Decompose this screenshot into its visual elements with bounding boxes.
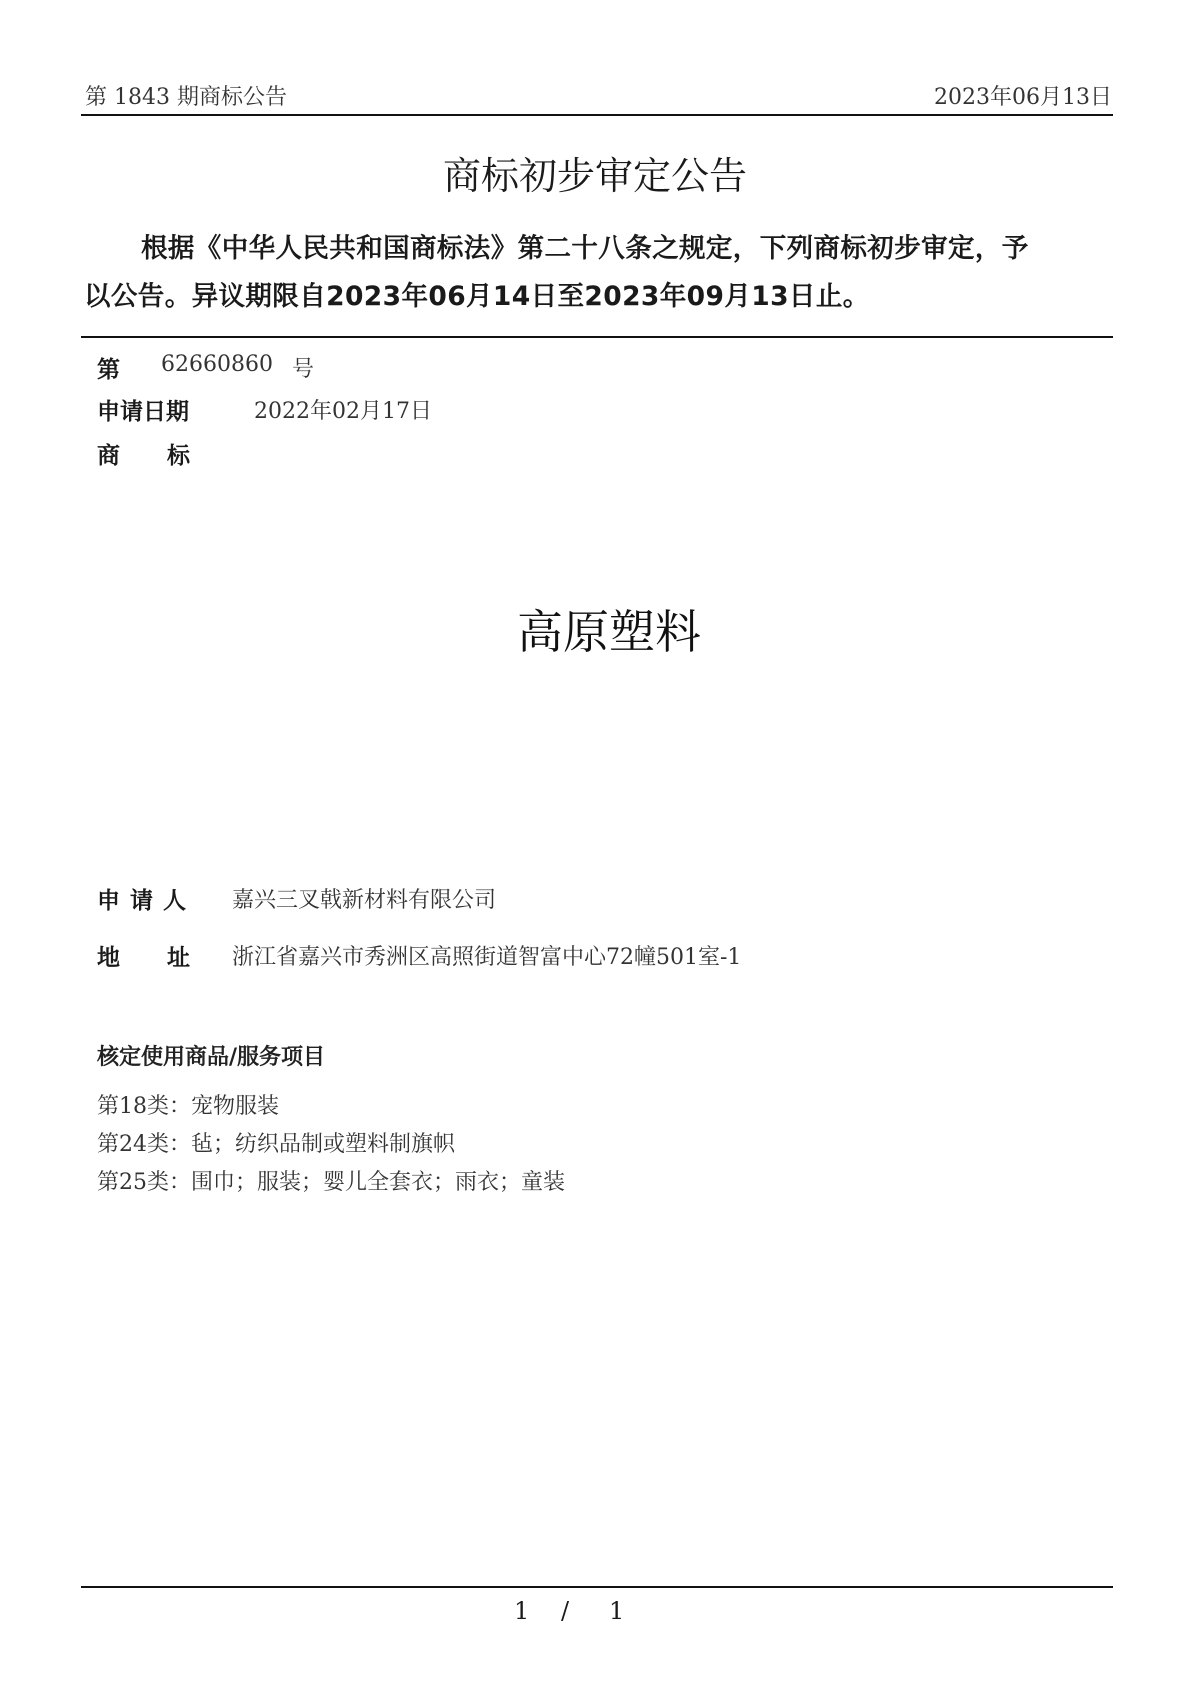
address-label-2: 址 [167,945,190,971]
goods-item: 第18类：宠物服装 [97,1094,279,1119]
page-current: 1 [514,1597,530,1625]
mark-label-2: 标 [167,443,190,469]
page-separator: / [561,1597,570,1625]
intro-line-2: 以公告。异议期限自2023年06月14日至2023年09月13日止。 [84,281,870,312]
applicant-value: 嘉兴三叉戟新材料有限公司 [232,888,497,913]
goods-item: 第24类：毡；纺织品制或塑料制旗帜 [97,1132,455,1157]
goods-item: 第25类：围巾；服装；婴儿全套衣；雨衣；童装 [97,1170,565,1195]
applicant-label: 申 请 人 [97,888,188,914]
apply-date-label: 申请日期 [97,399,189,425]
section-divider [81,336,1113,338]
address-value: 浙江省嘉兴市秀洲区高照街道智富中心72幢501室-1 [232,945,742,970]
issue-date: 2023年06月13日 [934,85,1112,110]
footer-divider [81,1586,1113,1588]
goods-heading: 核定使用商品/服务项目 [97,1045,326,1070]
intro-line-1: 根据《中华人民共和国商标法》第二十八条之规定，下列商标初步审定，予 [141,233,1029,264]
trademark-text: 高原塑料 [517,605,701,659]
header-divider [81,114,1113,116]
record-no-suffix: 号 [292,357,315,382]
record-no-prefix: 第 [97,357,120,383]
mark-label-1: 商 [97,443,120,469]
apply-date-value: 2022年02月17日 [254,399,432,424]
page-title: 商标初步审定公告 [442,154,747,198]
record-no-value: 62660860 [161,352,273,377]
issue-label: 第 1843 期商标公告 [85,85,287,110]
page-total: 1 [609,1597,625,1625]
address-label-1: 地 [97,945,120,971]
